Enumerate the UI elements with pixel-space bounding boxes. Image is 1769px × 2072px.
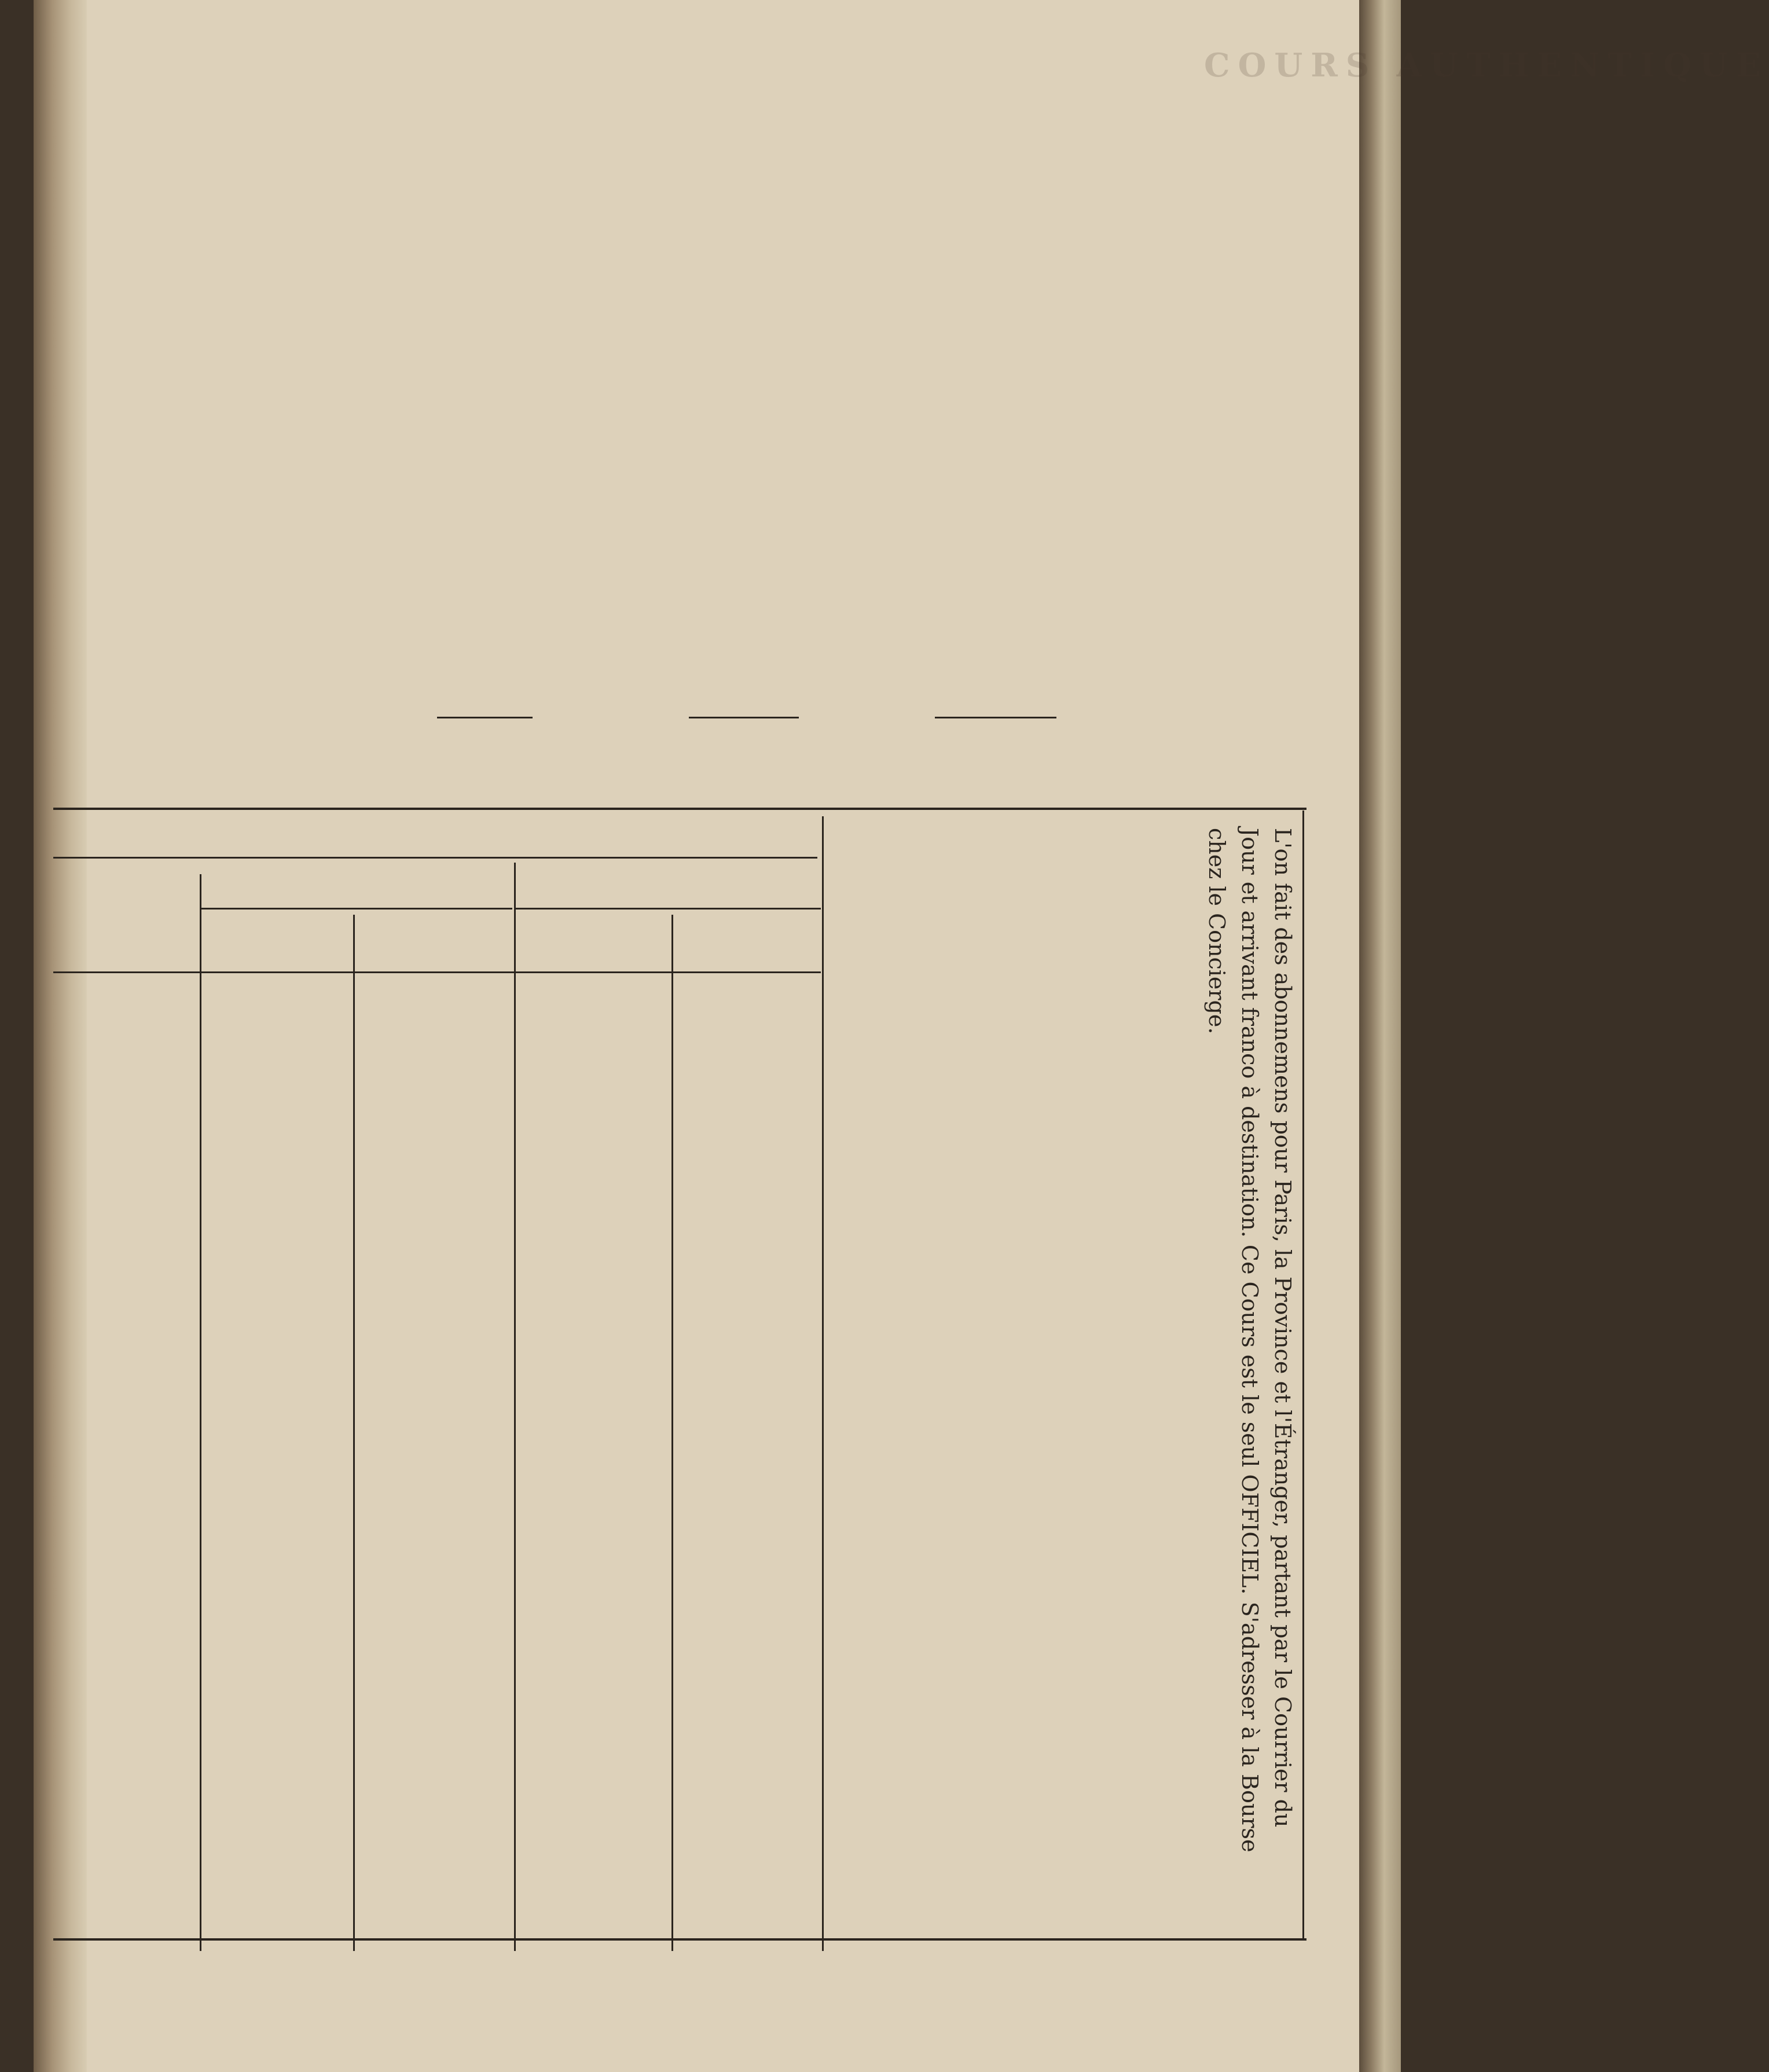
cert-blank-line [437, 717, 533, 718]
col-rule [1302, 811, 1304, 1939]
show-through-text: COURS AUTHENTIQUE [1204, 46, 1769, 85]
sub-rule [514, 908, 821, 910]
cert-blank-line [935, 717, 1056, 718]
col-rule [514, 863, 516, 1951]
note-line: L'on fait des abonnemens pour Paris, la Province et l'Étranger, partant par le Courrier du [1270, 828, 1295, 1828]
section-divider [53, 808, 1306, 810]
header-rule [53, 971, 821, 973]
page-gutter [34, 0, 87, 2072]
cert-blank-line [689, 717, 799, 718]
col-rule [822, 816, 824, 1951]
note-line: Jour et arrivant franco à destination. Ce Cours est le seul OFFICIEL. S'adresser à la Bourse [1237, 828, 1262, 1853]
note-line: chez le Concierge. [1204, 828, 1230, 1035]
col-rule [200, 874, 201, 1951]
changes-rule [53, 857, 817, 859]
sub-rule [200, 908, 512, 910]
subscription-note [1180, 828, 1295, 1928]
facing-page-edge [1359, 0, 1401, 2072]
col-rule [671, 915, 673, 1951]
col-rule [353, 915, 355, 1951]
